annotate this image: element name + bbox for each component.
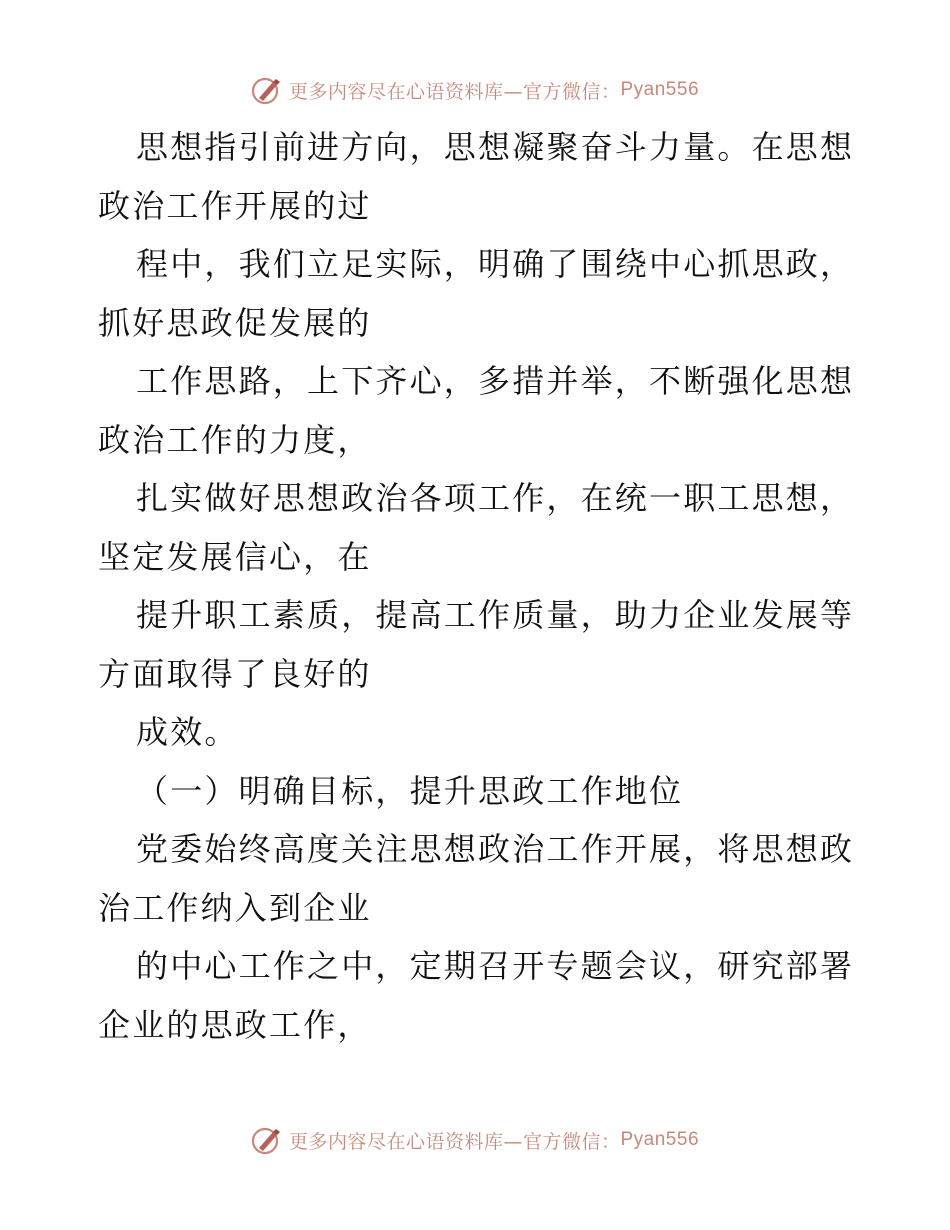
pen-in-circle-icon — [251, 1124, 283, 1156]
body-line: 扎实做好思想政治各项工作，在统一职工思想， — [136, 479, 855, 517]
body-line: 坚定发展信心，在 — [98, 537, 372, 576]
header-watermark — [0, 72, 950, 108]
body-line: 抓好思政促发展的 — [98, 303, 372, 342]
body-line: 提升职工素质，提高工作质量，助力企业发展等 — [136, 596, 855, 634]
body-line: 思想指引前进方向，思想凝聚奋斗力量。在思想 — [136, 128, 855, 166]
watermark-wechat-id: Pyan556 — [620, 1129, 700, 1150]
body-line: 成效。 — [136, 713, 239, 751]
body-line: 企业的思政工作， — [98, 1005, 372, 1044]
watermark-wechat-id: Pyan556 — [620, 79, 700, 100]
document-body — [98, 118, 858, 1054]
body-line: 政治工作的力度， — [98, 420, 372, 459]
body-line: 的中心工作之中，定期召开专题会议，研究部署 — [136, 947, 855, 985]
section-heading: （一）明确目标，提升思政工作地位 — [136, 771, 684, 810]
body-line: 党委始终高度关注思想政治工作开展，将思想政 — [136, 830, 855, 868]
body-line: 工作思路，上下齐心，多措并举，不断强化思想 — [136, 362, 855, 400]
body-line: 方面取得了良好的 — [98, 654, 372, 693]
pen-in-circle-icon — [251, 74, 283, 106]
body-line: 政治工作开展的过 — [98, 186, 372, 225]
watermark-text: 更多内容尽在心语资料库—官方微信： — [288, 80, 621, 103]
footer-watermark — [0, 1122, 950, 1158]
body-line: 治工作纳入到企业 — [98, 888, 372, 927]
watermark-text: 更多内容尽在心语资料库—官方微信： — [288, 1130, 621, 1153]
body-line: 程中，我们立足实际，明确了围绕中心抓思政， — [136, 245, 855, 283]
